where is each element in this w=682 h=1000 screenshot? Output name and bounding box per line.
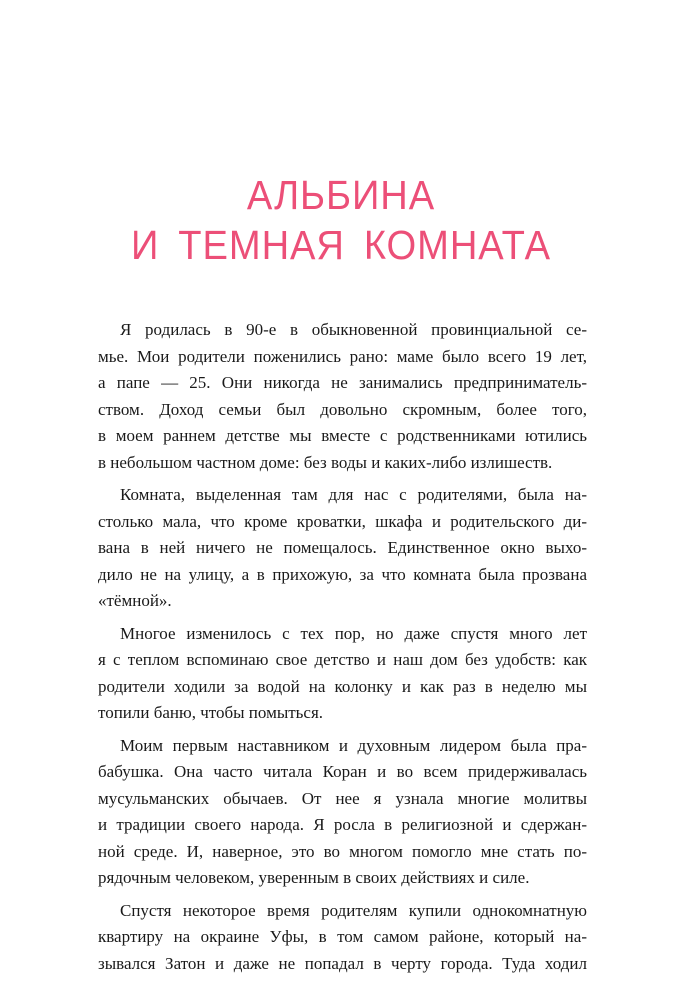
paragraph [98,621,587,727]
text-line: мусульманских обычаев. От нее я узнала многие молитвы [98,788,587,808]
text-line: Многое изменилось с тех пор, но даже спустя много лет [120,623,587,643]
text-line: бабушка. Она часто читала Коран и во всем придерживалась [98,762,587,781]
text-line: рядочным человеком, уверенным в своих действиях и силе. [98,868,530,887]
text-line: зывался Затон и даже не попадал в черту города. Туда ходил [98,953,587,973]
body-text [98,317,587,983]
text-line: в моем раннем детстве мы вместе с родственниками ютились [98,426,587,445]
paragraph [98,317,587,476]
text-line: вана в ней ничего не помещалось. Единственное окно выхо- [98,538,587,557]
paragraph [98,482,587,615]
text-line: и традиции своего народа. Я росла в религиозной и сдержан- [98,815,587,834]
chapter-title-line-1: АЛЬБИНА [246,172,436,218]
text-line: «тёмной». [98,591,172,610]
text-line: топили баню, чтобы помыться. [98,703,324,722]
paragraph [98,733,587,892]
text-line: а папе — 25. Они никогда не занимались предприниматель- [98,373,587,392]
chapter-title [24,170,658,270]
text-line: дило не на улицу, а в прихожую, за что комната была прозвана [98,564,587,584]
text-line: столько мала, что кроме кроватки, шкафа и родительского ди- [98,511,587,531]
text-line: Я родилась в 90-е в обыкновенной провинциальной се- [120,320,587,339]
paragraph [98,898,587,978]
text-line: мье. Мои родители поженились рано: маме было всего 19 лет, [98,346,587,366]
text-line: родители ходили за водой на колонку и как раз в неделю мы [98,676,587,696]
text-line: ной среде. И, наверное, это во многом помогло мне стать по- [98,841,587,861]
text-line: квартиру на окраине Уфы, в том самом районе, который на- [98,927,587,946]
text-line: ством. Доход семьи был довольно скромным, более того, [98,399,587,419]
text-line: в небольшом частном доме: без воды и каких-либо излишеств. [98,452,553,472]
text-line: Спустя некоторое время родителям купили однокомнатную [120,900,587,920]
text-line: Моим первым наставником и духовным лидером была пра- [120,735,587,755]
text-line: я с теплом вспоминаю свое детство и наш дом без удобств: как [98,650,587,669]
text-line: Комната, выделенная там для нас с родителями, была на- [120,485,587,504]
chapter-title-line-2: И ТЕМНАЯ КОМНАТА [130,222,551,268]
